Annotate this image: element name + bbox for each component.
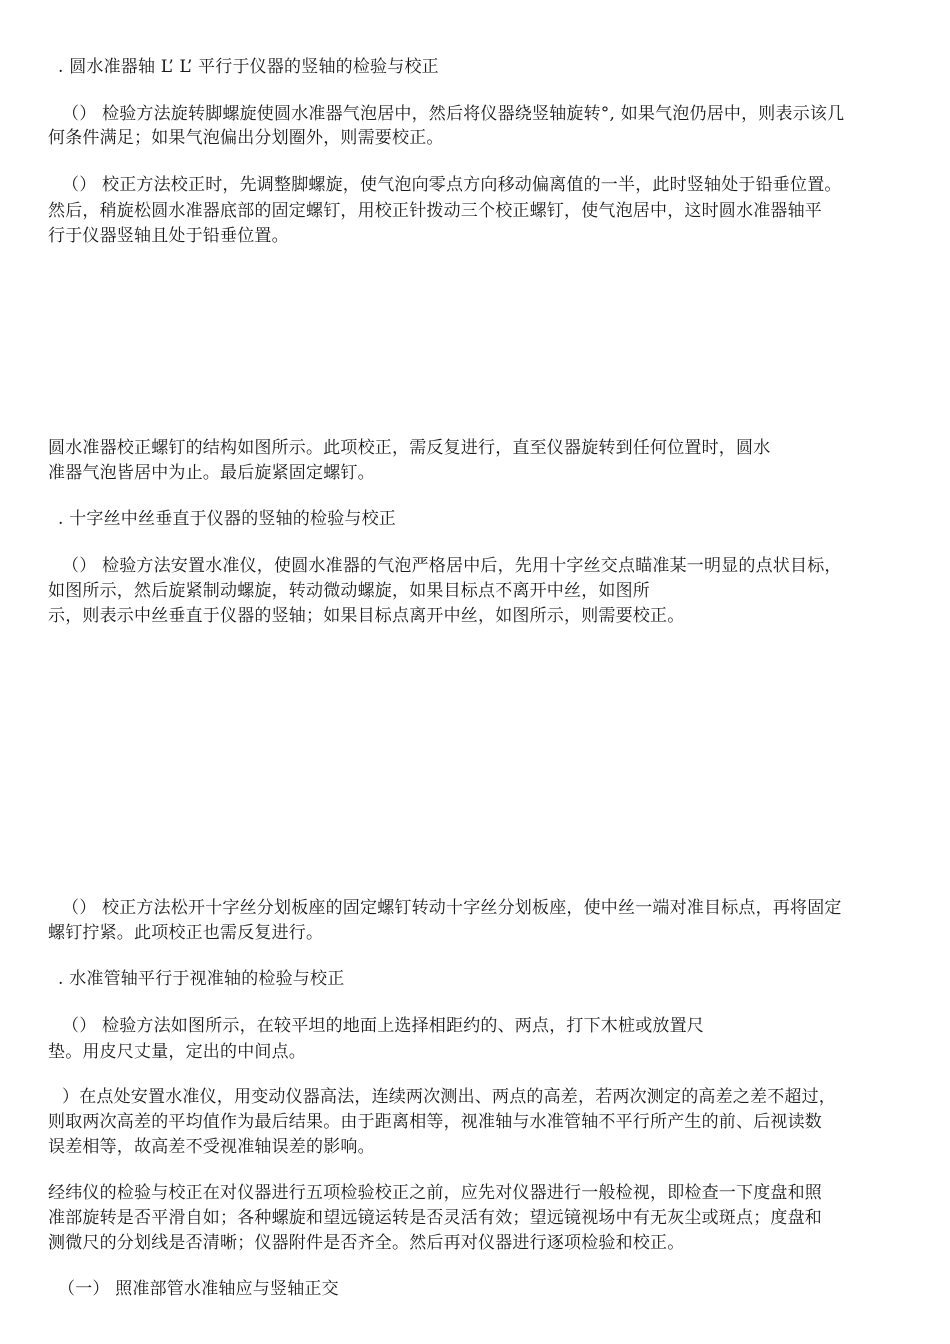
- paragraph-line: 误差相等，故高差不受视准轴误差的影响。: [48, 1137, 375, 1157]
- paragraph-line: 准部旋转是否平滑自如；各种螺旋和望远镜运转是否灵活有效；望远镜视场中有无灰尘或斑点；度盘和: [48, 1208, 822, 1228]
- paragraph-line: 然后，稍旋松圆水准器底部的固定螺钉，用校正针拨动三个校正螺钉，使气泡居中，这时圆水准器轴平: [48, 201, 822, 221]
- paragraph-line: 螺钉拧紧。此项校正也需反复进行。: [48, 923, 324, 943]
- paragraph-line: （） 校正方法校正时，先调整脚螺旋，使气泡向零点方向移动偏离值的一半，此时竖轴处于铅垂位置。: [62, 175, 842, 195]
- section-heading-circular-level: . 圆水准器轴 L’ L’ 平行于仪器的竖轴的检验与校正: [58, 57, 439, 77]
- paragraph-line: 垫。用皮尺丈量，定出的中间点。: [48, 1042, 306, 1062]
- paragraph-line: （） 检验方法安置水准仪，使圆水准器的气泡严格居中后，先用十字丝交点瞄准某一明显的点状目标，: [62, 556, 842, 576]
- subsection-heading: （一） 照准部管水准轴应与竖轴正交: [58, 1279, 339, 1299]
- section-heading-crosshair: . 十字丝中丝垂直于仪器的竖轴的检验与校正: [58, 509, 397, 529]
- paragraph-line: 行于仪器竖轴且处于铅垂位置。: [48, 226, 289, 246]
- paragraph-line: 示，则表示中丝垂直于仪器的竖轴；如果目标点离开中丝，如图所示，则需要校正。: [48, 606, 685, 626]
- paragraph-line: ）在点处安置水准仪，用变动仪器高法，连续两次测出、两点的高差，若两次测定的高差之差不超过，: [62, 1087, 836, 1107]
- paragraph-line: 测微尺的分划线是否清晰；仪器附件是否齐全。然后再对仪器进行逐项检验和校正。: [48, 1233, 685, 1253]
- paragraph-line: 经纬仪的检验与校正在对仪器进行五项检验校正之前，应先对仪器进行一般检视，即检查一下度盘和照: [48, 1183, 822, 1203]
- paragraph-line: （） 检验方法如图所示，在较平坦的地面上选择相距约的、两点，打下木桩或放置尺: [62, 1016, 705, 1036]
- paragraph-line: 准器气泡皆居中为止。最后旋紧固定螺钉。: [48, 463, 375, 483]
- paragraph-line: 何条件满足；如果气泡偏出分划圈外，则需要校正。: [48, 128, 444, 148]
- paragraph-line: （） 校正方法松开十字丝分划板座的固定螺钉转动十字丝分划板座，使中丝一端对准目标点，再将固定: [62, 898, 842, 918]
- paragraph-line: 则取两次高差的平均值作为最后结果。由于距离相等，视准轴与水准管轴不平行所产生的前、后视读数: [48, 1112, 822, 1132]
- section-heading-level-tube: . 水准管轴平行于视准轴的检验与校正: [58, 969, 345, 989]
- paragraph-line: 如图所示，然后旋紧制动螺旋，转动微动螺旋，如果目标点不离开中丝，如图所: [48, 581, 650, 601]
- paragraph-line: （） 检验方法旋转脚螺旋使圆水准器气泡居中，然后将仪器绕竖轴旋转°, 如果气泡仍居中，则表示该几: [62, 104, 845, 124]
- paragraph-line: 圆水准器校正螺钉的结构如图所示。此项校正，需反复进行，直至仪器旋转到任何位置时，圆水: [48, 438, 771, 458]
